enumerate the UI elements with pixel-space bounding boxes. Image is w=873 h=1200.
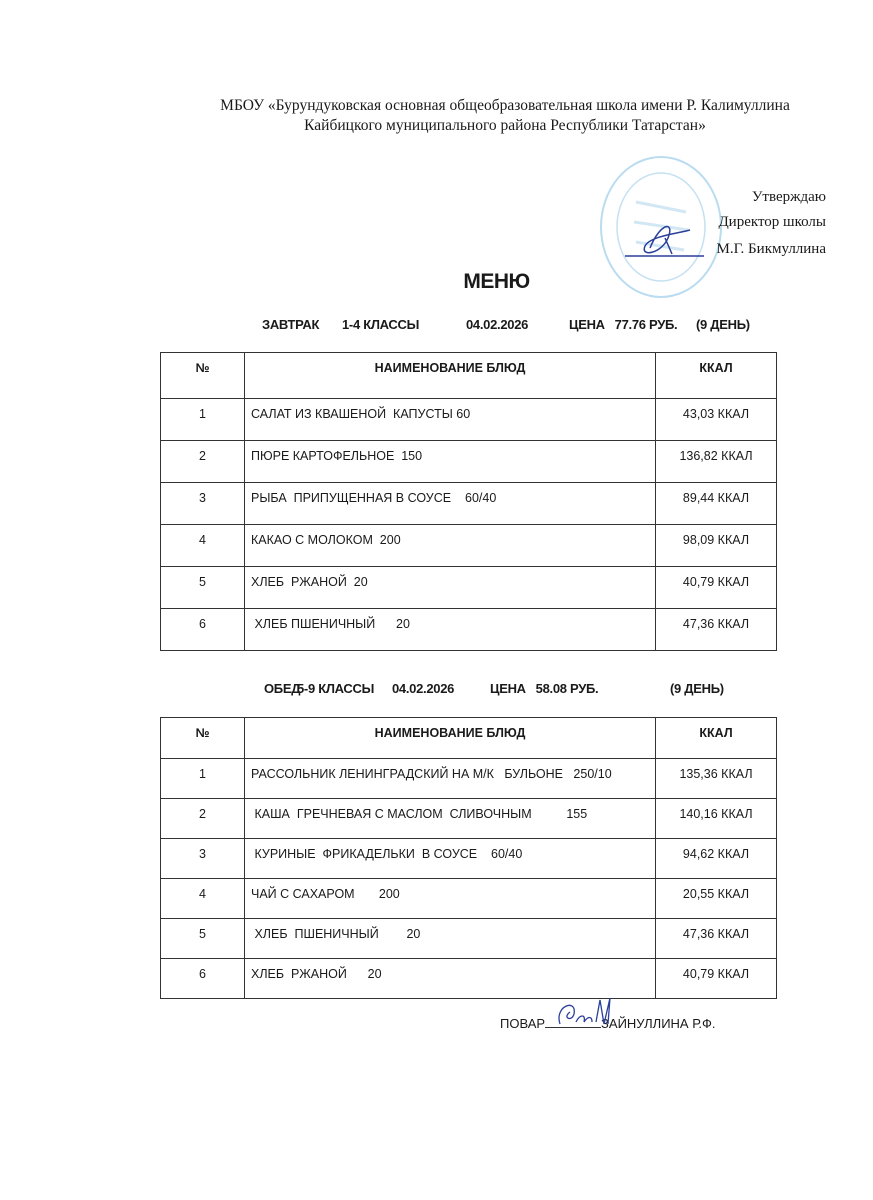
dish-number: 2 [161, 441, 245, 483]
breakfast-date: 04.02.2026 [466, 317, 529, 332]
breakfast-day: (9 ДЕНЬ) [696, 317, 750, 332]
table-header [161, 718, 777, 759]
table-row [161, 839, 777, 879]
table-row [161, 609, 777, 651]
lunch-price: ЦЕНА 58.08 РУБ. [490, 681, 599, 696]
breakfast-classes: 1-4 КЛАССЫ [342, 317, 420, 332]
dish-kcal: 98,09 ККАЛ [656, 525, 777, 567]
breakfast-table [160, 352, 777, 651]
lunch-date: 04.02.2026 [392, 681, 455, 696]
dish-kcal: 47,36 ККАЛ [656, 609, 777, 651]
dish-number: 5 [161, 567, 245, 609]
dish-number: 2 [161, 799, 245, 839]
dish-kcal: 136,82 ККАЛ [656, 441, 777, 483]
dish-name: КАКАО С МОЛОКОМ 200 [245, 525, 656, 567]
dish-kcal: 40,79 ККАЛ [656, 959, 777, 999]
col-kcal: ККАЛ [656, 353, 777, 399]
lunch-classes: 5-9 КЛАССЫ [297, 681, 375, 696]
table-row [161, 919, 777, 959]
dish-kcal: 40,79 ККАЛ [656, 567, 777, 609]
table-row [161, 759, 777, 799]
lunch-day: (9 ДЕНЬ) [670, 681, 724, 696]
dish-number: 3 [161, 839, 245, 879]
dish-kcal: 94,62 ККАЛ [656, 839, 777, 879]
dish-kcal: 89,44 ККАЛ [656, 483, 777, 525]
dish-number: 4 [161, 879, 245, 919]
dish-number: 1 [161, 399, 245, 441]
dish-name: ХЛЕБ ПШЕНИЧНЫЙ 20 [245, 609, 656, 651]
dish-name: РАССОЛЬНИК ЛЕНИНГРАДСКИЙ НА М/К БУЛЬОНЕ 250/10 [245, 759, 656, 799]
dish-name: ХЛЕБ РЖАНОЙ 20 [245, 567, 656, 609]
col-kcal: ККАЛ [656, 718, 777, 759]
dish-kcal: 20,55 ККАЛ [656, 879, 777, 919]
dish-name: ХЛЕБ ПШЕНИЧНЫЙ 20 [245, 919, 656, 959]
breakfast-price: ЦЕНА 77.76 РУБ. [569, 317, 678, 332]
breakfast-meal: ЗАВТРАК [262, 317, 320, 332]
dish-kcal: 47,36 ККАЛ [656, 919, 777, 959]
col-name: НАИМЕНОВАНИЕ БЛЮД [245, 718, 656, 759]
dish-name: САЛАТ ИЗ КВАШЕНОЙ КАПУСТЫ 60 [245, 399, 656, 441]
table-row [161, 525, 777, 567]
approve-label: Утверждаю [751, 189, 826, 205]
dish-number: 4 [161, 525, 245, 567]
director-position: Директор школы [718, 214, 826, 230]
director-signature [620, 218, 705, 260]
table-header [161, 353, 777, 399]
director-name: М.Г. Бикмуллина [716, 241, 826, 257]
dish-number: 6 [161, 959, 245, 999]
dish-name: ХЛЕБ РЖАНОЙ 20 [245, 959, 656, 999]
col-name: НАИМЕНОВАНИЕ БЛЮД [245, 353, 656, 399]
dish-name: ЧАЙ С САХАРОМ 200 [245, 879, 656, 919]
dish-number: 3 [161, 483, 245, 525]
dish-number: 5 [161, 919, 245, 959]
table-row [161, 799, 777, 839]
dish-name: КАША ГРЕЧНЕВАЯ С МАСЛОМ СЛИВОЧНЫМ 155 [245, 799, 656, 839]
dish-name: РЫБА ПРИПУЩЕННАЯ В СОУСЕ 60/40 [245, 483, 656, 525]
dish-kcal: 140,16 ККАЛ [656, 799, 777, 839]
lunch-meal: ОБЕД [264, 681, 301, 696]
col-num: № [161, 718, 245, 759]
table-row [161, 441, 777, 483]
table-row [161, 567, 777, 609]
cook-label: ПОВАР [500, 1016, 546, 1031]
table-row [161, 483, 777, 525]
dish-name: ПЮРЕ КАРТОФЕЛЬНОЕ 150 [245, 441, 656, 483]
dish-number: 1 [161, 759, 245, 799]
table-row [161, 959, 777, 999]
organization-line-1: МБОУ «Бурундуковская основная общеобразовательная школа имени Р. Калимуллина [220, 97, 790, 114]
table-row [161, 879, 777, 919]
cook-name: ЗАЙНУЛЛИНА Р.Ф. [601, 1016, 716, 1031]
dish-kcal: 135,36 ККАЛ [656, 759, 777, 799]
col-num: № [161, 353, 245, 399]
dish-number: 6 [161, 609, 245, 651]
organization-line-2: Кайбицкого муниципального района Республики Татарстан» [304, 117, 706, 134]
table-row [161, 399, 777, 441]
page-title: МЕНЮ [463, 270, 530, 293]
dish-name: КУРИНЫЕ ФРИКАДЕЛЬКИ В СОУСЕ 60/40 [245, 839, 656, 879]
dish-kcal: 43,03 ККАЛ [656, 399, 777, 441]
cook-signature [552, 996, 618, 1036]
lunch-table [160, 717, 777, 999]
